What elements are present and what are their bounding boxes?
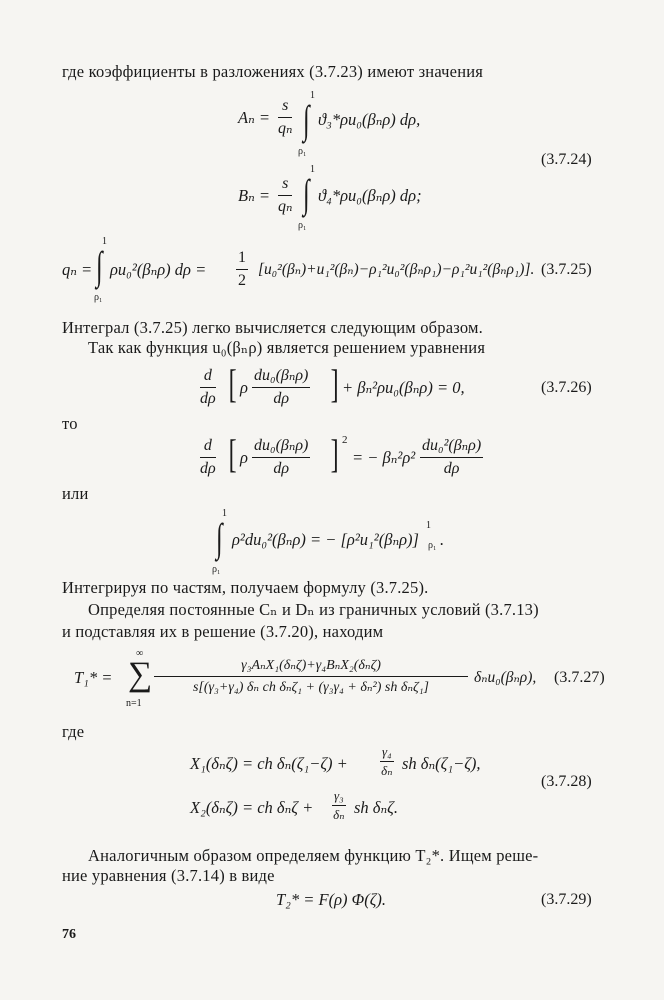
eqnum-24: (3.7.24): [541, 151, 592, 168]
text-substituting: и подставляя их в решение (3.7.20), находим: [62, 622, 384, 641]
an-frac-den: qₙ: [278, 120, 293, 137]
e26-d-frac: [200, 366, 216, 409]
eto-right-bracket: ]: [330, 431, 339, 476]
e26-drho: dρ: [200, 390, 216, 407]
an-int-bot: ρ₁: [298, 146, 307, 157]
x1-frac-den: δₙ: [381, 763, 393, 778]
eto-inner-den: dρ: [273, 460, 290, 477]
e26-right-bracket: ]: [330, 361, 339, 406]
bn-body: ϑ₄*ρu₀(βₙρ) dρ;: [318, 186, 422, 205]
an-lhs: Aₙ =: [238, 108, 271, 127]
an-integral-sign: ∫: [303, 97, 310, 142]
x2-frac-den: δₙ: [333, 807, 345, 822]
ili-int-top: 1: [222, 508, 227, 519]
t1-frac-num: γ₃AₙX₁(δₙζ)+γ₄BₙX₂(δₙζ): [154, 656, 468, 677]
text-solution: ние уравнения (3.7.14) в виде: [62, 866, 275, 885]
x2-fraction: [332, 788, 346, 823]
eto-drho: dρ: [200, 460, 216, 477]
x1-lhs: X₁(δₙζ) = ch δₙ(ζ₁−ζ) +: [190, 754, 348, 773]
x1-frac-num: γ₄: [380, 744, 394, 762]
ili-int-bot: ρ₁: [212, 564, 221, 575]
e26-inner-num: du₀(βₙρ): [252, 366, 310, 388]
an-frac-num: s: [278, 96, 292, 118]
bn-fraction: [278, 174, 292, 217]
ili-lim-top: 1: [426, 520, 431, 531]
intro-line: где коэффициенты в разложениях (3.7.23) имеют значения: [62, 62, 484, 81]
ili-lim-bot: ρ₁: [428, 540, 437, 551]
sum-top: ∞: [136, 648, 144, 659]
text-constants: Определяя постоянные Cₙ и Dₙ из граничных условий (3.7.13): [88, 600, 539, 619]
eto-inner-frac: [252, 436, 310, 479]
page-number: 76: [62, 927, 76, 942]
an-body: ϑ₃*ρu₀(βₙρ) dρ,: [318, 110, 421, 129]
eqnum-27: (3.7.27): [554, 669, 605, 686]
qn-half-den: 2: [238, 272, 246, 289]
x2-frac-num: γ₃: [332, 788, 346, 806]
ili-integral-sign: ∫: [216, 515, 223, 560]
ili-period: .: [440, 530, 445, 549]
x1-tail: sh δₙ(ζ₁−ζ),: [402, 754, 481, 773]
qn-half-num: 1: [236, 248, 248, 270]
text-to: то: [62, 414, 78, 433]
e26-rest: + βₙ²ρu₀(βₙρ) = 0,: [342, 378, 465, 397]
bn-integral-sign: ∫: [303, 171, 310, 216]
eqnum-28: (3.7.28): [541, 773, 592, 790]
bn-int-bot: ρ₁: [298, 220, 307, 231]
t1-frac-den: s[(γ₃+γ₄) δₙ ch δₙζ₁ + (γ₃γ₄ + δₙ²) sh δₙζ₁]: [192, 680, 430, 695]
qn-half: [236, 248, 248, 291]
eto-square: 2: [342, 434, 348, 446]
eto-rest: = − βₙ²ρ²: [352, 448, 416, 467]
text-analogously: Аналогичным образом определяем функцию T₂*. Ищем реше-: [88, 846, 539, 865]
t2-equation: T₂* = F(ρ) Φ(ζ).: [276, 890, 387, 909]
t1-lhs: T₁* =: [74, 668, 113, 687]
ili-body: ρ²du₀²(βₙρ) = − [ρ²u₁²(βₙρ)]: [232, 530, 419, 549]
qn-rhs: [u₀²(βₙ)+u₁²(βₙ)−ρ₁²u₀²(βₙρ₁)−ρ₁²u₁²(βₙρ₁)].: [258, 261, 535, 278]
t1-tail: δₙu₀(βₙρ),: [474, 669, 537, 686]
bn-frac-num: s: [278, 174, 292, 196]
eto-d-frac: [200, 436, 216, 479]
x2-tail: sh δₙζ.: [354, 798, 398, 817]
e26-left-bracket: [: [228, 361, 237, 406]
e26-d: d: [200, 366, 216, 388]
e26-inner-den: dρ: [273, 390, 290, 407]
eto-inner-num: du₀(βₙρ): [252, 436, 310, 458]
qn-lhs: qₙ =: [62, 260, 93, 279]
qn-int-bot: ρ₁: [94, 292, 103, 303]
text-ili: или: [62, 484, 89, 503]
eto-d: d: [200, 436, 216, 458]
eto-frac2-num: du₀²(βₙρ): [420, 436, 483, 458]
eto-rho: ρ: [240, 448, 248, 467]
an-fraction: [278, 96, 292, 139]
eto-frac2-den: dρ: [443, 460, 460, 477]
e26-inner-frac: [252, 366, 310, 409]
text-integrating: Интегрируя по частям, получаем формулу (3.7.25).: [62, 578, 429, 597]
qn-body: ρu₀²(βₙρ) dρ =: [110, 260, 207, 279]
eqnum-26: (3.7.26): [541, 379, 592, 396]
text-function-line: Так как функция u₀(βₙρ) является решением уравнения: [88, 338, 486, 357]
eto-frac2: [420, 436, 483, 479]
text-integral-line: Интеграл (3.7.25) легко вычисляется следующим образом.: [62, 318, 483, 337]
sum-bot: n=1: [126, 698, 142, 709]
sum-sign: ∑: [128, 656, 153, 693]
t1-fraction: [154, 656, 468, 697]
bn-frac-den: qₙ: [278, 198, 293, 215]
qn-int-top: 1: [102, 236, 107, 247]
e26-rho: ρ: [240, 378, 248, 397]
eqnum-25: (3.7.25): [541, 261, 592, 278]
x2-lhs: X₂(δₙζ) = ch δₙζ +: [190, 798, 314, 817]
an-int-top: 1: [310, 90, 315, 101]
eto-left-bracket: [: [228, 431, 237, 476]
bn-int-top: 1: [310, 164, 315, 175]
eqnum-29: (3.7.29): [541, 891, 592, 908]
bn-lhs: Bₙ =: [238, 186, 271, 205]
text-gde: где: [62, 722, 85, 741]
qn-integral-sign: ∫: [96, 243, 103, 288]
x1-fraction: [380, 744, 394, 779]
